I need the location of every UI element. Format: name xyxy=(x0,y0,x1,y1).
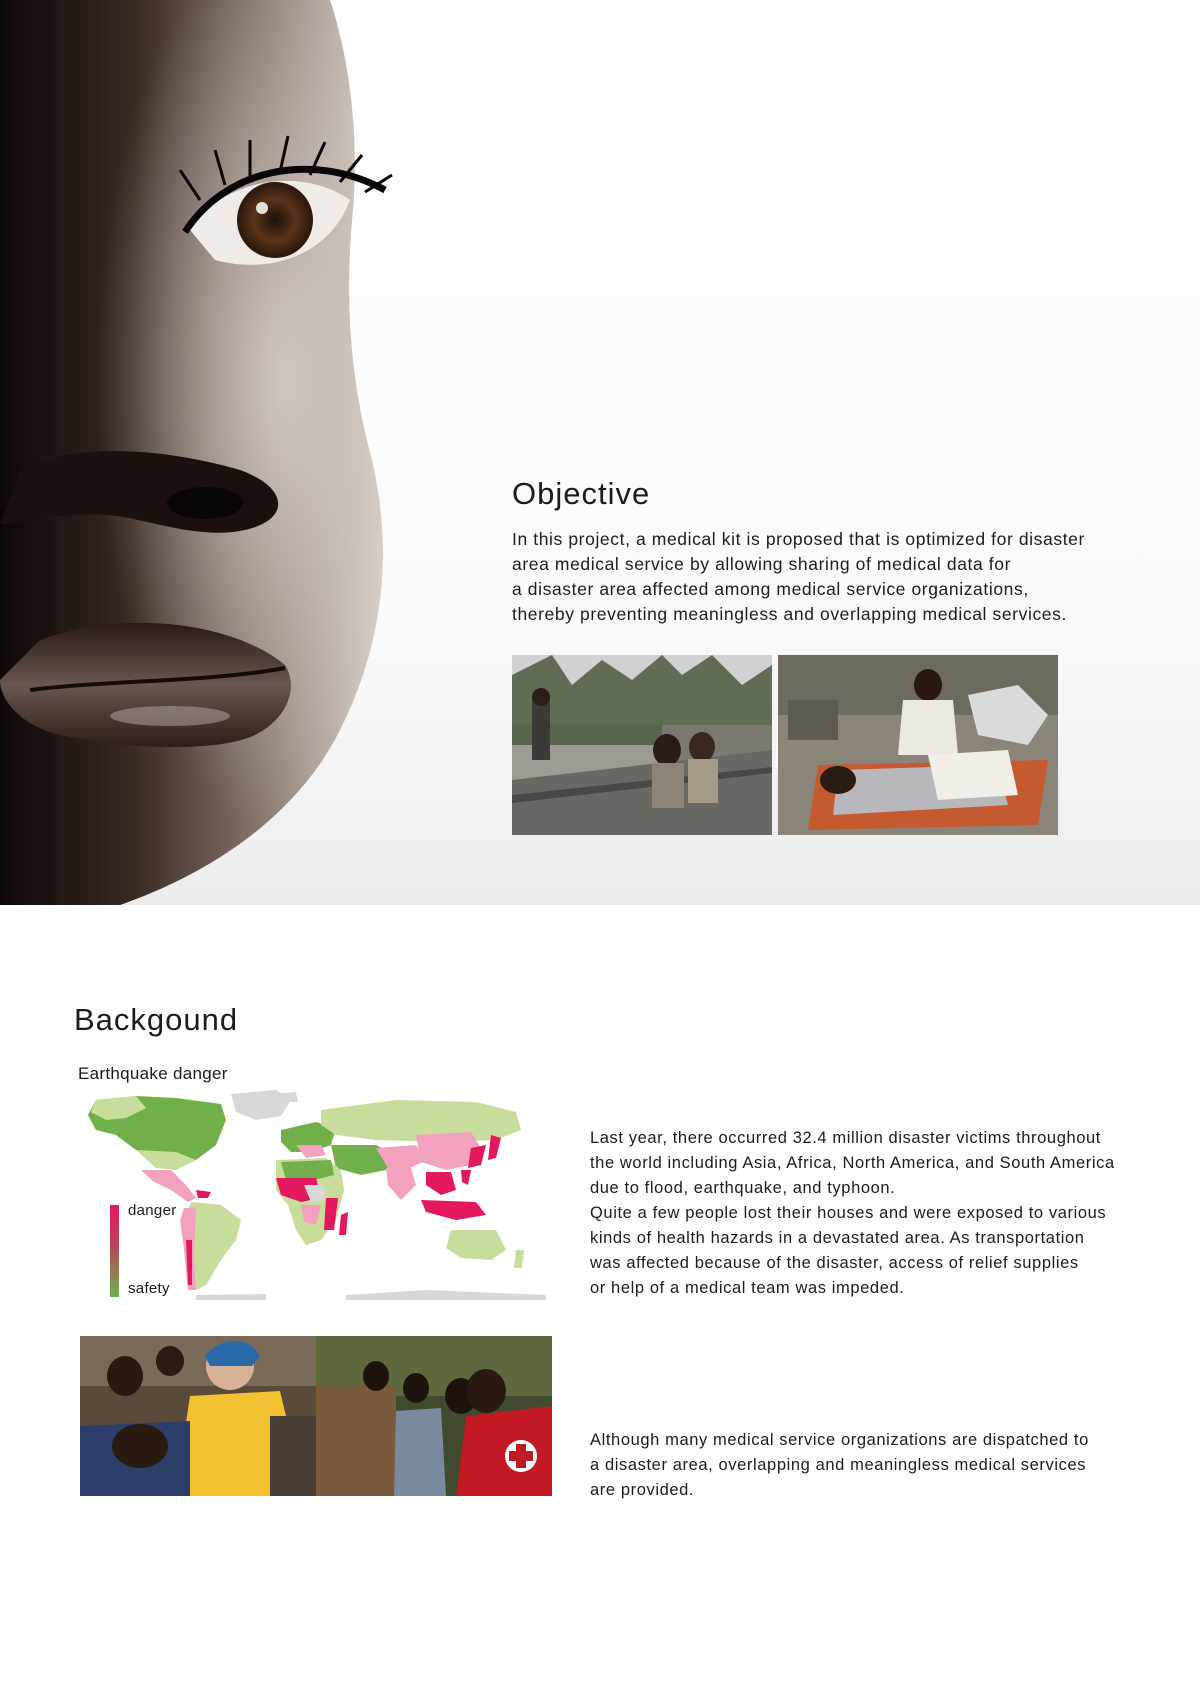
background-paragraph-2: Although many medical service organizations are dispatched to a disaster area, overlapping and meaningless medical services are provided. xyxy=(590,1431,1089,1499)
aid-worker-child-photo xyxy=(80,1336,316,1496)
background-title: Backgound xyxy=(74,1002,239,1037)
objective-title: Objective xyxy=(512,476,651,511)
legend-danger-label: danger xyxy=(128,1202,177,1219)
disaster-photo-survivors xyxy=(512,655,772,835)
hero-face-photo xyxy=(0,0,420,905)
legend-safety-label: safety xyxy=(128,1280,170,1297)
background-paragraph-1: Last year, there occurred 32.4 million disaster victims throughout the world including Asia, Africa, North America, and South America due to flood, earthquake, and typhoon. Quite a few people lost their houses and were exposed to various kinds of health hazards in a devastated area. As transportation was affected because of the disaster, access of relief supplies or help of a medical team was impeded. xyxy=(590,1129,1115,1297)
objective-text: In this project, a medical kit is proposed that is optimized for disaster area medical service by allowing sharing of medical data for a disaster area affected among medical service organizations, thereby preventing meaningless and overlapping medical services. xyxy=(512,529,1085,624)
map-caption: Earthquake danger xyxy=(78,1064,228,1083)
earthquake-danger-map xyxy=(76,1090,556,1300)
legend-gradient-bar xyxy=(110,1205,119,1297)
disaster-photo-injured-woman xyxy=(778,655,1058,835)
red-cross-worker-photo xyxy=(316,1336,552,1496)
